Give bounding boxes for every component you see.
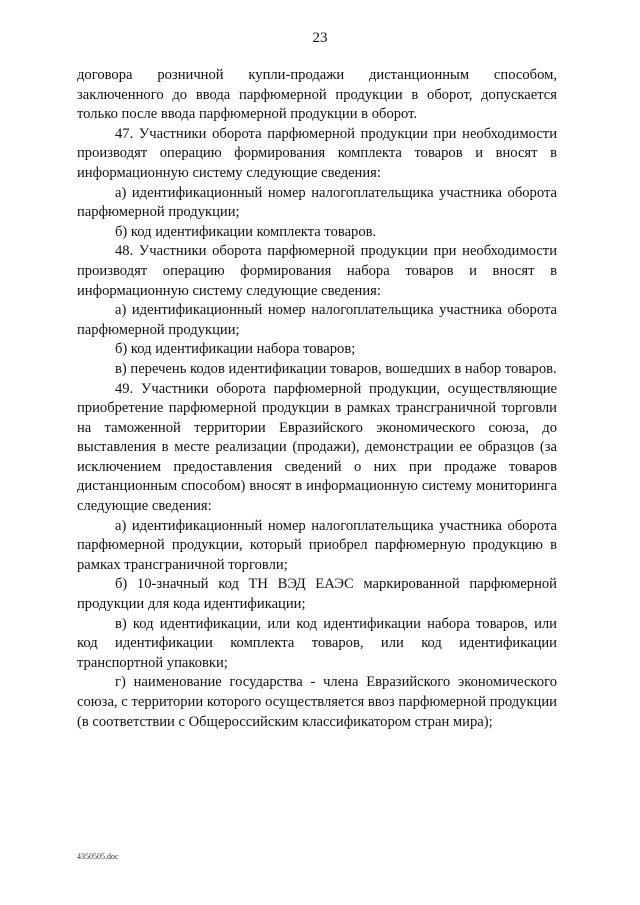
paragraph-48-v: в) перечень кодов идентификации товаров, вошедших в набор товаров. — [115, 360, 557, 377]
paragraph-49-a: а) идентификационный номер налогоплательщика участника оборота парфюмерной продукции, который приобрел парфюмерную продукцию в рамках трансграничной торговли; — [77, 517, 557, 573]
document-body — [77, 66, 557, 732]
paragraph-item-49: 49. Участники оборота парфюмерной продукции, осуществляющие приобретение парфюмерной продукции в рамках трансграничной торговли на таможенной территории Евразийского экономического союза, до выставления в месте реализации (продажи), демонстрации ее образцов (за исключением предоставления сведений о них при продаже товаров дистанционным способом) вносят в информационную систему мониторинга следующие сведения: — [77, 380, 557, 515]
paragraph-48-a: а) идентификационный номер налогоплательщика участника оборота парфюмерной продукции; — [77, 302, 557, 338]
paragraph-48-b: б) код идентификации набора товаров; — [115, 341, 356, 358]
paragraph-47-a: а) идентификационный номер налогоплательщика участника оборота парфюмерной продукции; — [77, 184, 557, 221]
paragraph-49-v: в) код идентификации, или код идентификации набора товаров, или код идентификации комплекта товаров, или код идентификации транспортной упаковки; — [77, 615, 557, 671]
paragraph-49-b: б) 10-значный код ТН ВЭД ЕАЭС маркированной парфюмерной продукции для кода идентификации; — [77, 576, 557, 613]
paragraph-49-g: г) наименование государства - члена Евразийского экономического союза, с территории которого осуществляется ввоз парфюмерной продукции (в соответствии с Общероссийским классификатором стран мира); — [77, 674, 557, 730]
document-filename: 4350505.doc — [77, 852, 119, 861]
page-number: 23 — [312, 30, 328, 46]
paragraph-item-47: 47. Участники оборота парфюмерной продукции при необходимости производят операцию формирования комплекта товаров и вносят в информационную систему следующие сведения: — [77, 125, 557, 181]
paragraph-47-b: б) код идентификации комплекта товаров. — [115, 223, 377, 240]
paragraph-continuation: договора розничной купли-продажи дистанционным способом, заключенного до ввода парфюмерной продукции в оборот, допускается только после ввода парфюмерной продукции в оборот. — [77, 67, 557, 123]
paragraph-item-48: 48. Участники оборота парфюмерной продукции при необходимости производят операцию формирования набора товаров и вносят в информационную систему следующие сведения: — [77, 243, 557, 299]
